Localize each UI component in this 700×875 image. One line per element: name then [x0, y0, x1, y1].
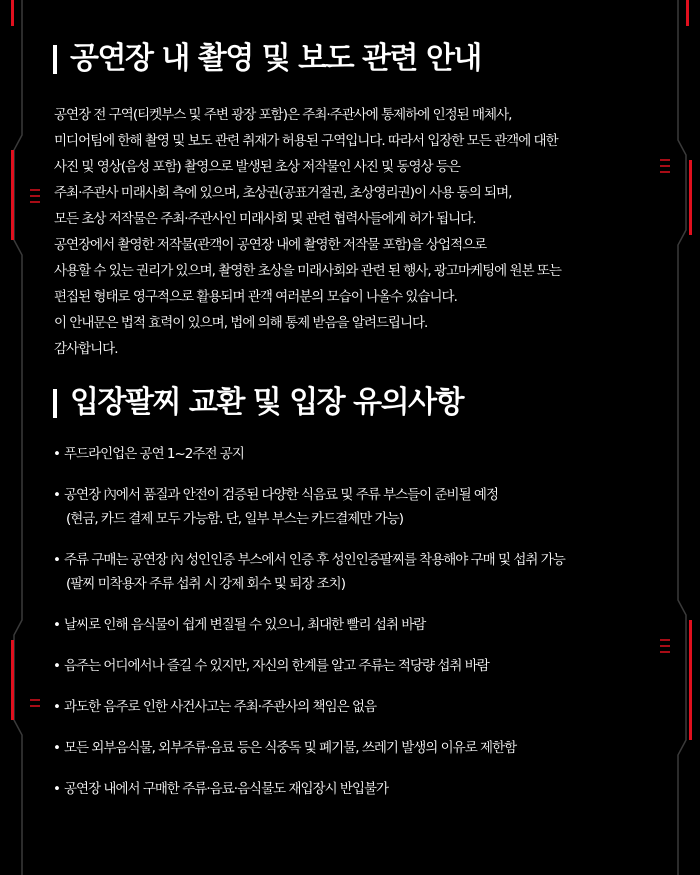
- paragraph-line: 모든 초상 저작물은 주최·주관사인 미래사회 및 관련 협력사들에게 허가 됩니다.: [54, 211, 476, 227]
- heading-bar-icon: [53, 389, 57, 418]
- filming-notice-paragraph: [54, 102, 662, 362]
- frame-red-accent-right-top: [686, 0, 689, 26]
- paragraph-line: 이 안내문은 법적 효력이 있으며, 법에 의해 통제 받음을 알려드립니다.: [54, 315, 428, 331]
- list-item: [55, 777, 662, 801]
- heading-bar-icon: [53, 45, 57, 74]
- section-filming-title: 공연장 내 촬영 및 보도 관련 안내: [70, 41, 481, 76]
- list-item: [55, 483, 662, 531]
- paragraph-line: 주최·주관사 미래사회 측에 있으며, 초상권(공표거절권, 초상영리권)이 사용 동의 되며,: [54, 185, 512, 201]
- list-item-note: (현금, 카드 결제 모두 가능함. 단, 일부 부스는 카드결제만 가능): [66, 511, 404, 527]
- paragraph-line: 감사합니다.: [54, 341, 118, 357]
- paragraph-line: 공연장에서 촬영한 저작물(관객이 공연장 내에 촬영한 저작물 포함)을 상업적으로: [54, 237, 487, 253]
- list-item: [55, 613, 662, 637]
- frame-red-accent-left-mid: [11, 150, 14, 240]
- frame-red-accent-left-bottom: [11, 640, 14, 720]
- paragraph-line: 공연장 전 구역(티켓부스 및 주변 광장 포함)은 주최·주관사에 통제하에 인정된 매체사,: [54, 107, 512, 123]
- list-item: [55, 654, 662, 678]
- section-entry-heading: [50, 378, 662, 428]
- frame-red-accent-left-top: [11, 0, 14, 26]
- frame-red-accent-right-mid: [689, 160, 692, 235]
- list-item: [55, 695, 662, 719]
- list-item-text: • 음주는 어디에서나 즐길 수 있지만, 자신의 한계를 알고 주류는 적당량 섭취 바람: [55, 654, 662, 678]
- list-item-note: (팔찌 미착용자 주류 섭취 시 강제 회수 및 퇴장 조치): [66, 576, 345, 592]
- list-item-text: • 날씨로 인해 음식물이 쉽게 변질될 수 있으니, 최대한 빨리 섭취 바람: [55, 613, 662, 637]
- list-item-text: • 공연장 內에서 품질과 안전이 검증된 다양한 식음료 및 주류 부스들이 준비될 예정: [55, 483, 662, 507]
- list-item-text: • 공연장 내에서 구매한 주류·음료·음식물도 재입장시 반입불가: [55, 777, 662, 801]
- list-item-text: • 과도한 음주로 인한 사건사고는 주최·주관사의 책임은 없음: [55, 695, 662, 719]
- frame-red-accent-right-bottom: [689, 620, 692, 740]
- notice-content: [50, 34, 662, 818]
- entry-notice-list: [55, 442, 662, 801]
- paragraph-line: 사용할 수 있는 권리가 있으며, 촬영한 초상을 미래사회와 관련 된 행사, 광고마케팅에 원본 또는: [54, 263, 561, 279]
- list-item: [55, 736, 662, 760]
- section-filming-heading: [50, 34, 662, 84]
- paragraph-line: 편집된 형태로 영구적으로 활용되며 관객 여러분의 모습이 나올수 있습니다.: [54, 289, 457, 305]
- list-item-text: • 주류 구매는 공연장 內 성인인증 부스에서 인증 후 성인인증팔찌를 착용해야 구매 및 섭취 가능: [55, 548, 662, 572]
- paragraph-line: 사진 및 영상(음성 포함) 촬영으로 발생된 초상 저작물인 사진 및 동영상 등은: [54, 159, 460, 175]
- list-item-text: • 모든 외부음식물, 외부주류·음료 등은 식중독 및 폐기물, 쓰레기 발생의 이유로 제한함: [55, 736, 662, 760]
- list-item-text: • 푸드라인업은 공연 1~2주전 공지: [55, 442, 662, 466]
- list-item: [55, 442, 662, 466]
- section-entry-title: 입장팔찌 교환 및 입장 유의사항: [70, 385, 464, 420]
- paragraph-line: 미디어팀에 한해 촬영 및 보도 관련 취재가 허용된 구역입니다. 따라서 입장한 모든 관객에 대한: [54, 133, 558, 149]
- list-item: [55, 548, 662, 596]
